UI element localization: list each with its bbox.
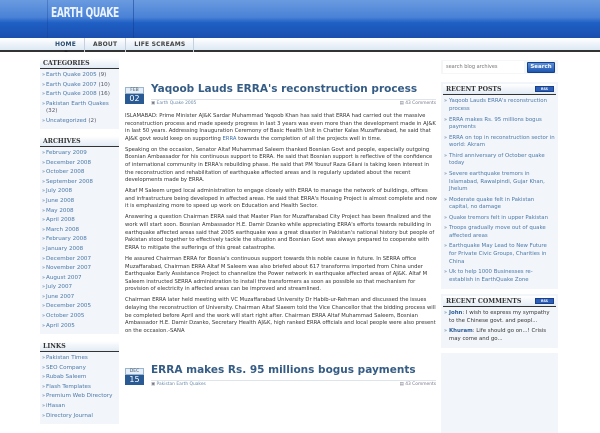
archive-link[interactable]: » September 2008	[40, 178, 119, 188]
blogroll-link[interactable]: » Directory Journal	[40, 411, 119, 421]
comment-author[interactable]: Khuram	[449, 328, 473, 335]
nav-life-screams[interactable]: LIFE SCREAMS	[126, 38, 194, 52]
post	[121, 80, 441, 343]
recent-post-link[interactable]: » Troops gradually move out of quake affected areas	[441, 224, 558, 242]
blogroll-link[interactable]: » Flash Templates	[40, 383, 119, 393]
left-sidebar	[40, 58, 119, 431]
recent-post-link[interactable]: » ERRA makes Rs. 95 millions bogus payments	[441, 115, 558, 133]
category-link[interactable]	[40, 116, 119, 126]
search-form	[441, 60, 558, 74]
category-label: Earth Quake 2007	[46, 81, 97, 88]
post-meta	[151, 99, 436, 106]
archive-link[interactable]: » February 2008	[40, 235, 119, 245]
archive-link[interactable]: » May 2008	[40, 206, 119, 216]
post-paragraph: Altaf M Saleem urged local administration to engage closely with ERRA to manage the network of buildings, offices and infrastructure being developed in affected areas. He said that ERRA's Housing Project is almost complete and now it is emphasizing more to speed up work on Education and Health Sector.	[125, 188, 437, 210]
post-header	[121, 80, 441, 111]
blogroll-link[interactable]: » Premium Web Directory	[40, 392, 119, 402]
blogroll-link[interactable]: » iHasan	[40, 402, 119, 412]
category-label: Earth Quake 2008	[46, 91, 97, 98]
blogroll-link[interactable]: » Pakistan Times	[40, 354, 119, 364]
blogroll-link[interactable]: » Rubab Saleem	[40, 373, 119, 383]
search-input[interactable]	[443, 61, 524, 73]
archive-link[interactable]: » February 2009	[40, 149, 119, 159]
recent-post-link[interactable]: » Third anniversary of October quake today	[441, 151, 558, 169]
archive-link[interactable]: » June 2008	[40, 197, 119, 207]
comments-link[interactable]	[400, 382, 436, 387]
recent-comments-widget	[441, 294, 558, 348]
recent-post-link[interactable]: » Severe earthquake tremors in Islamabad, Rawalpindi, Gujar Khan, Jhelum	[441, 170, 558, 196]
archive-link[interactable]: » July 2007	[40, 283, 119, 293]
archive-link[interactable]: » April 2008	[40, 216, 119, 226]
recent-posts-heading: RECENT POSTS	[446, 86, 502, 93]
category-link[interactable]	[40, 90, 119, 100]
category-link[interactable]	[40, 81, 119, 91]
rss-feed-button[interactable]: RSS	[535, 86, 554, 92]
post	[121, 361, 441, 392]
site-logo[interactable]: EARTH QUAKE	[51, 6, 119, 21]
blogroll-link[interactable]: » SEO Company	[40, 363, 119, 373]
date-month: FEB	[125, 87, 144, 94]
comment-excerpt: : I wish to express my sympathy to the Chinese govt. and peopl...	[449, 310, 550, 324]
links-title: LINKS	[40, 341, 119, 352]
date-badge	[125, 87, 144, 104]
archives-title: ARCHIVES	[40, 136, 119, 147]
recent-post-link[interactable]: » Uk to help 1000 Businesses re-establish in EarthQuake Zone	[441, 268, 558, 286]
post-paragraph: Chairman ERRA later held meeting with VC Muzaffarabad University Dr Habib-ur-Rehman and discussed the issues delaying the reconstruction of University. Chairman Altaf Slaeem told the Vice Chancellor that the bidding process will be completed before April and the work will start right after. Chairman ERRA Altaf Muhammad Saleem, Bosnian Ambassador H.E. Damir Dzanko, Secretary Health AJ&K, high ranked ERRA officials and local people were also present on the occasion.-SANA	[125, 297, 436, 334]
recent-post-link[interactable]: » Yaqoob Lauds ERRA's reconstruction process	[441, 97, 558, 115]
comment-icon: ▤	[399, 381, 406, 387]
categories-widget	[40, 58, 119, 129]
recent-comments-title	[443, 296, 556, 307]
archives-widget	[40, 136, 119, 334]
archive-link[interactable]: » December 2007	[40, 254, 119, 264]
search-button[interactable]: Search	[527, 62, 555, 73]
category-label: Pakistan Earth Quakes	[46, 101, 109, 108]
post-header	[121, 361, 441, 392]
category-count: (10)	[98, 81, 110, 88]
category-count: (2)	[88, 117, 97, 124]
recent-comments-heading: RECENT COMMENTS	[446, 297, 522, 305]
date-badge	[125, 368, 144, 385]
archive-link[interactable]: » July 2008	[40, 187, 119, 197]
empty-widget	[441, 353, 558, 433]
recent-post-link[interactable]: » Earthquake May Lead to New Future for Private Civic Groups, Charities in China	[441, 242, 558, 268]
categories-title: CATEGORIES	[40, 58, 119, 69]
date-month: DEC	[125, 368, 144, 375]
category-link[interactable]	[40, 71, 119, 81]
archive-link[interactable]: » November 2007	[40, 264, 119, 274]
main-content	[121, 80, 441, 392]
recent-post-link[interactable]: » ERRA on top in reconstruction sector in world: Akram	[441, 133, 558, 151]
post-paragraph: Answering a question Chairman ERRA said that Master Plan for Muzaffarabad City Project has been finalized and the work will start soon. Bosnian Ambassador H.E. Damir Dzanko while appreciating ERRA's efforts towards rebuilding in earthquake affected areas said that 2005 earthquake was a great disaster in Pakistan's national history but people of Pakistan stood together to effectively tackle the situation and Bosnian Govt was always prepared to cooperate with ERRA to mitigate the sufferings of this great catastrophe.	[125, 214, 435, 251]
post-paragraph: Speaking on the occasion, Senator Altaf Muhammad Saleem thanked Bosnian Govt and people, especially outgoing Bosnian Ambassador for his continuous support to ERRA. He said that Bosnian support is reflective of the confidence of international community in ERRA's rebuilding phase. He said that PM Yousuf Raza Gilani is taking keen interest in the reconstruction and rehabilitation of earthquake affected areas and is regularly updated about the recent developments made by ERRA.	[125, 146, 433, 184]
erra-link[interactable]: ERRA	[222, 135, 237, 142]
recent-posts-widget	[441, 82, 558, 289]
category-label: Earth Quake 2005	[46, 72, 97, 79]
archive-link[interactable]: » October 2008	[40, 168, 119, 178]
recent-post-link[interactable]: » Quake tremors felt in upper Pakistan	[441, 213, 558, 223]
folder-icon: ▣	[151, 381, 157, 387]
nav-home[interactable]: HOME	[47, 38, 85, 52]
comments-link[interactable]	[400, 101, 436, 106]
folder-icon: ▣	[151, 101, 157, 106]
post-category-link[interactable]: Earth Quake 2005	[156, 101, 197, 106]
post-title-link[interactable]: Yaqoob Lauds ERRA's reconstruction process	[151, 83, 418, 95]
post-paragraph: ISLAMABAD: Prime Minister AJ&K Sardar Muhammad Yaqoob Khan has said that ERRA had carried out the massive reconstruction process and made speedy progress in last 3 years was even more than the development made in AJ&K in last 50 years. Addressing Inauguration Ceremony of Basic Health Unit in Chatter Kalas Muzaffarabad, he said that AJ&K govt would keep on supporting ERRA towards the completion of all the projects well in time.	[125, 113, 436, 142]
recent-posts-title	[443, 84, 556, 95]
category-link[interactable]	[40, 100, 119, 117]
archive-link[interactable]: » December 2005	[40, 302, 119, 312]
post-title-link[interactable]: ERRA makes Rs. 95 millions bogus payments	[151, 363, 416, 376]
archive-link[interactable]: » December 2008	[40, 158, 119, 168]
comment-excerpt: : Life should go on...! Crisis may come and go...	[449, 328, 547, 343]
archive-link[interactable]: » April 2005	[40, 321, 119, 331]
main-nav	[0, 38, 600, 52]
recent-post-link[interactable]: » Moderate quake felt in Pakistan capital, no damage	[441, 195, 558, 213]
recent-comment[interactable]	[441, 327, 558, 345]
category-count: (32)	[46, 108, 58, 115]
comments-count: 43 Comments	[405, 381, 436, 387]
date-day: 02	[125, 94, 144, 104]
post-meta	[151, 380, 436, 387]
category-label: Uncategorized	[46, 117, 87, 124]
site-header	[0, 0, 600, 38]
archive-link[interactable]: » August 2007	[40, 273, 119, 283]
archive-link[interactable]: » October 2005	[40, 312, 119, 322]
nav-about[interactable]: ABOUT	[85, 38, 126, 52]
right-sidebar	[441, 60, 558, 433]
archive-link[interactable]: » January 2008	[40, 245, 119, 255]
category-count: (16)	[98, 91, 110, 98]
post-body	[121, 111, 441, 343]
category-count: (9)	[98, 72, 107, 79]
recent-comment[interactable]	[441, 309, 558, 327]
post-category-link[interactable]: Pakistan Earth Quakes	[156, 381, 206, 387]
post-paragraph: He assured Chairman ERRA for Bosnia's continuous support towards this noble cause in future. In SERRA office Muzaffarabad, Chairman ERRA Altaf M Saleem was also briefed about 617 transforms imported from China under Earthquake Early Assistance Project to channelize the Power network in earthquake affected areas of AJ&K. Altaf M Saleem instructed SERRA administration to install the transformers as soon as possible so that mechanism for provision of electricity in affected areas can be improved and streamlined.	[125, 255, 428, 293]
comments-count: 43 Comments	[405, 101, 436, 106]
archive-link[interactable]: » June 2007	[40, 293, 119, 303]
comment-icon: ▤	[399, 101, 406, 106]
date-day: 15	[125, 375, 144, 385]
archive-link[interactable]: » March 2008	[40, 226, 119, 236]
rss-comments-button[interactable]: RSS	[535, 298, 554, 304]
links-widget	[40, 341, 119, 424]
comment-author[interactable]: John	[449, 310, 463, 317]
